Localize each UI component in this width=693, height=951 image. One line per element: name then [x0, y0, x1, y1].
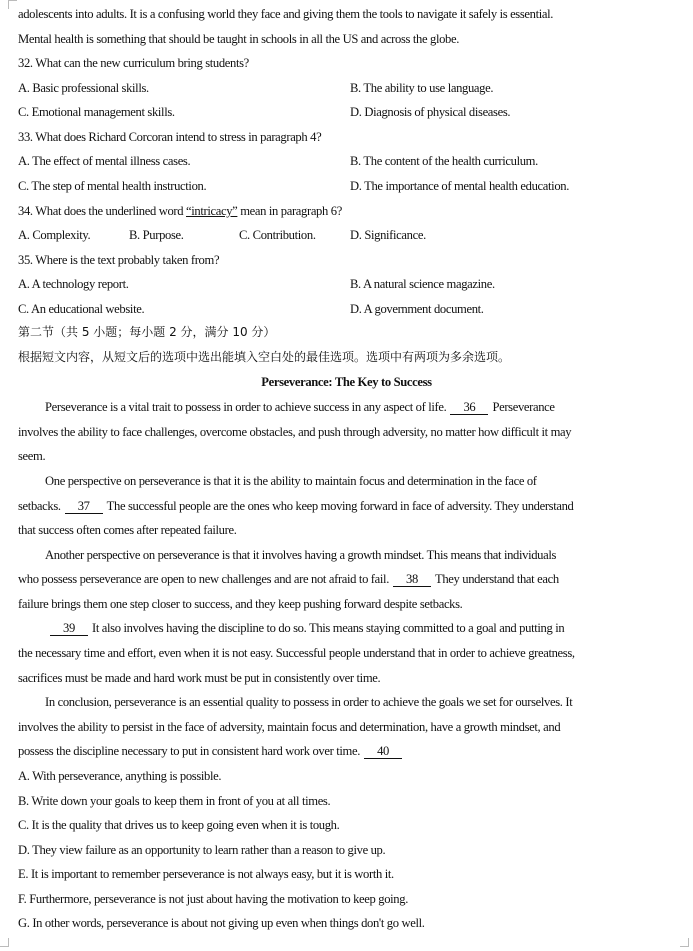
blank-36: 36 [450, 400, 488, 415]
corner-mark-bottom-left [0, 938, 9, 947]
option-d: D. They view failure as an opportunity to learn rather than a reason to give up. [18, 843, 386, 857]
p1-line-2: involves the ability to face challenges, overcome obstacles, and push through adversity, no matter how difficult it may [18, 425, 572, 439]
p5-line-1: In conclusion, perseverance is an essential quality to possess in order to achieve the goals we set for ourselves. It [45, 695, 573, 709]
p1-text-after: Perseverance [492, 400, 555, 414]
question-32-stem: 32. What can the new curriculum bring students? [18, 56, 249, 70]
intro-line-1: adolescents into adults. It is a confusing world they face and giving them the tools to navigate it safely is essential. [18, 7, 554, 21]
q34-option-d: D. Significance. [350, 228, 426, 242]
p4-text-after: It also involves having the discipline to do so. This means staying committed to a goal and putting in [92, 621, 565, 635]
option-f: F. Furthermore, perseverance is not just about having the motivation to keep going. [18, 892, 408, 906]
option-a: A. With perseverance, anything is possible. [18, 769, 222, 783]
p5-line-2: involves the ability to persist in the face of adversity, maintain focus and determination, have a growth mindset, and [18, 720, 561, 734]
p4-line-2: the necessary time and effort, even when it is not easy. Successful people understand that in order to achieve greatness, [18, 646, 575, 660]
q35-option-a: A. A technology report. [18, 277, 129, 291]
p1-line-1 [45, 399, 555, 415]
p3-text-before: who possess perseverance are open to new challenges and are not afraid to fail. [18, 572, 389, 586]
q33-option-a: A. The effect of mental illness cases. [18, 154, 191, 168]
blank-38: 38 [393, 572, 431, 587]
q33-option-b: B. The content of the health curriculum. [350, 154, 538, 168]
p3-text-after: They understand that each [435, 572, 559, 586]
q34-option-a: A. Complexity. [18, 228, 91, 242]
option-e: E. It is important to remember perseverance is not always easy, but it is worth it. [18, 867, 394, 881]
p5-line-3 [18, 743, 406, 759]
p2-line-3: that success often comes after repeated failure. [18, 523, 237, 537]
q33-option-c: C. The step of mental health instruction. [18, 179, 207, 193]
blank-39: 39 [50, 621, 88, 636]
q34-option-c: C. Contribution. [239, 228, 316, 242]
q35-option-d: D. A government document. [350, 302, 484, 316]
q35-option-b: B. A natural science magazine. [350, 277, 495, 291]
question-34-stem [18, 203, 342, 219]
corner-mark-top-left [8, 0, 17, 9]
p1-text-before: Perseverance is a vital trait to possess in order to achieve success in any aspect of life. [45, 400, 447, 414]
q32-option-d: D. Diagnosis of physical diseases. [350, 105, 511, 119]
p2-text-after: The successful people are the ones who keep moving forward in face of adversity. They understand [106, 499, 574, 513]
p2-line-2 [18, 498, 574, 514]
q34-underlined-word: “intricacy” [186, 204, 238, 218]
section-2-heading: 第二节（共 5 小题；每小题 2 分，满分 10 分） [18, 325, 276, 339]
question-35-stem: 35. Where is the text probably taken from? [18, 253, 220, 267]
question-33-stem: 33. What does Richard Corcoran intend to stress in paragraph 4? [18, 130, 322, 144]
blank-37: 37 [65, 499, 103, 514]
p5-text-before: possess the discipline necessary to put in consistent hard work over time. [18, 744, 361, 758]
q34-option-b: B. Purpose. [129, 228, 184, 242]
q34-options-row [18, 227, 426, 243]
p3-line-2 [18, 571, 559, 587]
option-g: G. In other words, perseverance is about not giving up even when things don't go well. [18, 916, 425, 930]
p3-line-3: failure brings them one step closer to success, and they keep pushing forward despite setbacks. [18, 597, 463, 611]
passage-title: Perseverance: The Key to Success [261, 375, 432, 389]
p2-text-before: setbacks. [18, 499, 61, 513]
q32-option-c: C. Emotional management skills. [18, 105, 175, 119]
q32-option-a: A. Basic professional skills. [18, 81, 149, 95]
blank-40: 40 [364, 744, 402, 759]
section-2-instruction: 根据短文内容，从短文后的选项中选出能填入空白处的最佳选项。选项中有两项为多余选项。 [18, 350, 511, 364]
q33-option-d: D. The importance of mental health education. [350, 179, 570, 193]
q35-option-c: C. An educational website. [18, 302, 145, 316]
q32-option-b: B. The ability to use language. [350, 81, 494, 95]
q34-stem-after: mean in paragraph 6? [237, 204, 342, 218]
p1-line-3: seem. [18, 449, 46, 463]
q34-stem-before: 34. What does the underlined word [18, 204, 186, 218]
p3-line-1: Another perspective on perseverance is that it involves having a growth mindset. This means that individuals [45, 548, 557, 562]
corner-mark-bottom-right [680, 938, 689, 947]
p2-line-1: One perspective on perseverance is that it is the ability to maintain focus and determination in the face of [45, 474, 537, 488]
option-c: C. It is the quality that drives us to keep going even when it is tough. [18, 818, 340, 832]
intro-line-2: Mental health is something that should be taught in schools in all the US and across the globe. [18, 32, 460, 46]
option-b: B. Write down your goals to keep them in front of you at all times. [18, 794, 331, 808]
p4-line-1 [50, 620, 564, 636]
p4-line-3: sacrifices must be made and hard work must be put in consistently over time. [18, 671, 381, 685]
